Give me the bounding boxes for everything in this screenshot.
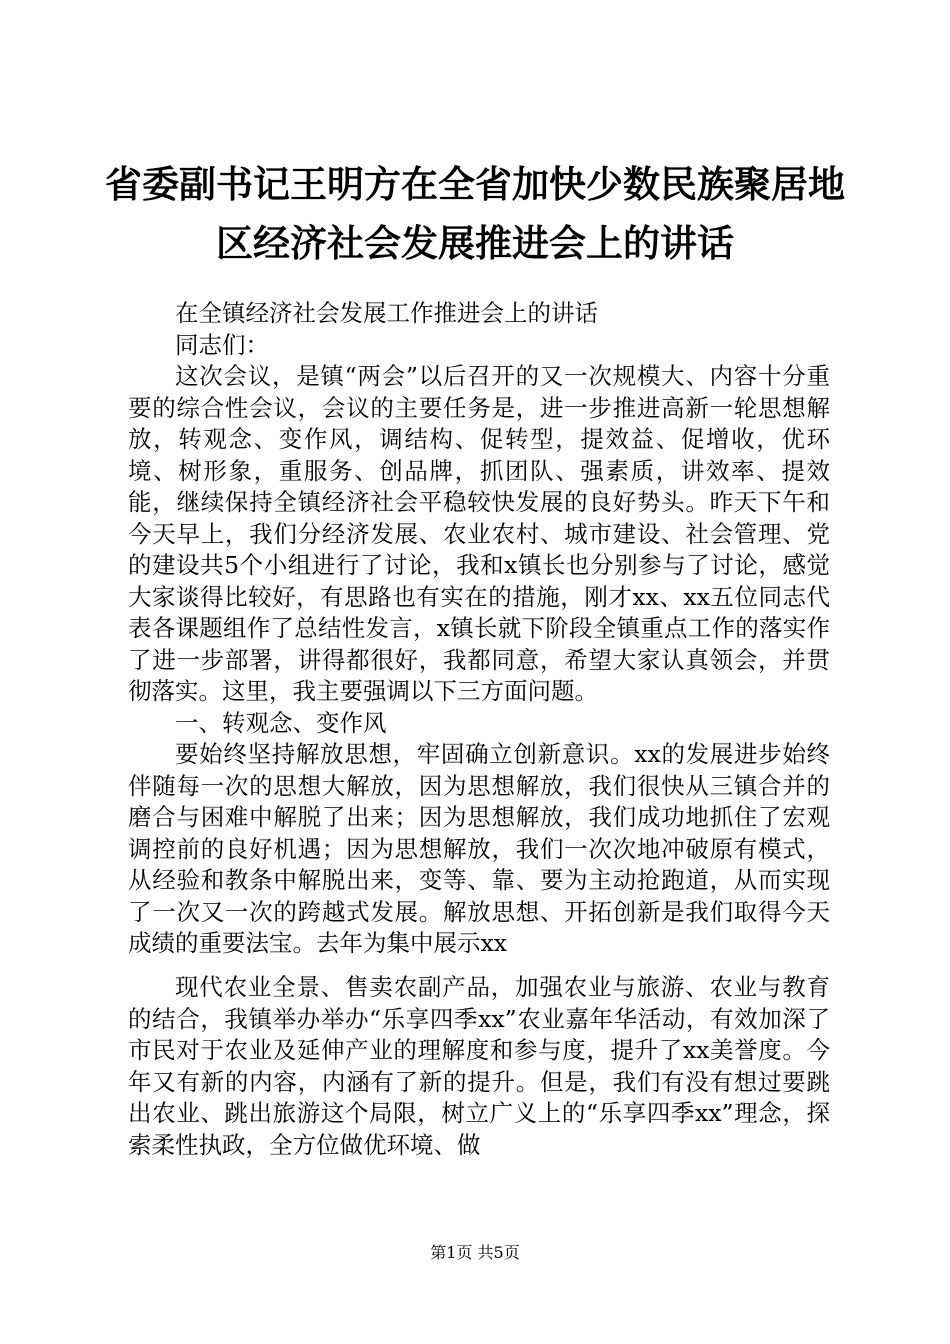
section-heading: 一、转观念、变作风 xyxy=(175,708,387,737)
subtitle-paragraph: 在全镇经济社会发展工作推进会上的讲话 xyxy=(175,299,598,327)
salutation-paragraph: 同志们： xyxy=(175,330,269,359)
body-text-bottom xyxy=(128,972,830,1161)
document-title-line-2: 区经济社会发展推进会上的讲话 xyxy=(216,222,734,265)
body-paragraph: 这次会议，是镇“两会”以后召开的又一次规模大、内容十分重要的综合性会议，会议的主要任务是，进一步推进高新一轮思想解放，转观念、变作风，调结构、促转型，提效益、促增收，优环境、树形象，重服务、创品牌，抓团队、强素质，讲效率、提效能，继续保持全镇经济社会平稳较快发展的良好势头。昨天下午和今天早上，我们分经济发展、农业农村、城市建设、社会管理、党的建设共5个小组进行了讨论，我和x镇长也分别参与了讨论，感觉大家谈得比较好，有思路也有实在的措施，刚才xx、xx五位同志代表各课题组作了总结性发言，x镇长就下阶段全镇重点工作的落实作了进一步部署，讲得都很好，我都同意，希望大家认真领会，并贯彻落实。这里，我主要强调以下三方面问题。 xyxy=(128,362,830,705)
body-paragraph: 现代农业全景、售卖农副产品，加强农业与旅游、农业与教育的结合，我镇举办举办“乐享四季xx”农业嘉年华活动，有效加深了市民对于农业及延伸产业的理解度和参与度，提升了xx美誉度。今年又有新的内容，内涵有了新的提升。但是，我们有没有想过要跳出农业、跳出旅游这个局限，树立广义上的“乐享四季xx”理念，探索柔性执政，全方位做优环境、做 xyxy=(128,973,830,1159)
document-title-line-1: 省委副书记王明方在全省加快少数民族聚居地 xyxy=(105,163,845,206)
body-paragraph: 要始终坚持解放思想，牢固确立创新意识。xx的发展进步始终伴随每一次的思想大解放，因为思想解放，我们很快从三镇合并的磨合与困难中解脱了出来；因为思想解放，我们成功地抓住了宏观调控前的良好机遇；因为思想解放，我们一次次地冲破原有模式，从经验和教条中解脱出来，变等、靠、要为主动抢跑道，从而实现了一次又一次的跨越式发展。解放思想、开拓创新是我们取得今天成绩的重要法宝。去年为集中展示xx xyxy=(128,740,830,957)
body-text-top xyxy=(128,298,830,960)
page-footer: 第1页 共5页 xyxy=(430,1243,520,1262)
